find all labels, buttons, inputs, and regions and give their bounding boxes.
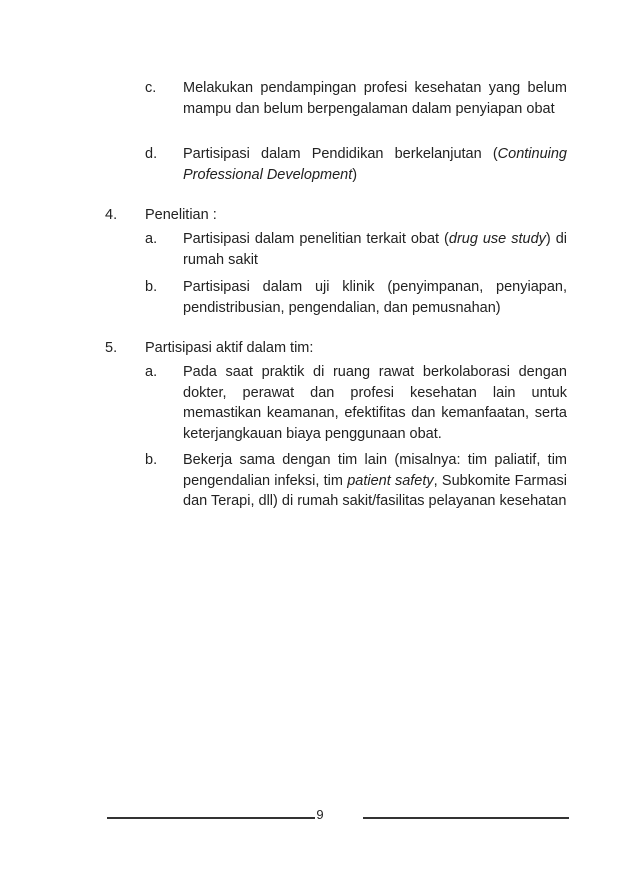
item-label-4a: a.	[145, 231, 158, 247]
item-text-d: Partisipasi dalam Pendidikan berkelanjutan (Continuing Professional Development)	[183, 146, 567, 183]
item-label-5a: a.	[145, 364, 158, 380]
italic-term: Continuing Professional Development	[183, 146, 567, 183]
item-label-5b: b.	[145, 452, 158, 468]
item-label-c: c.	[145, 80, 157, 96]
item-label-4b: b.	[145, 279, 158, 295]
footer-rule-right	[363, 817, 569, 819]
item-label-d: d.	[145, 146, 158, 162]
item-text-4b: Partisipasi dalam uji klinik (penyimpanan, penyiapan, pendistribusian, pengendalian, dan pemusnahan)	[183, 279, 567, 316]
page-number: 9	[316, 807, 324, 822]
item-text-4a: Partisipasi dalam penelitian terkait obat (drug use study) di rumah sakit	[183, 231, 567, 268]
item-text-c: Melakukan pendampingan profesi kesehatan yang belum mampu dan belum berpengalaman dalam penyiapan obat	[183, 80, 567, 117]
section-number-4: 4.	[105, 207, 118, 223]
item-text-5b: Bekerja sama dengan tim lain (misalnya: tim paliatif, tim pengendalian infeksi, tim patient safety, Subkomite Farmasi dan Terapi, dll) di rumah sakit/fasilitas pelayanan kesehatan	[183, 452, 567, 510]
section-number-5: 5.	[105, 340, 118, 356]
section-title-4: Penelitian :	[145, 207, 217, 223]
item-text-5a: Pada saat praktik di ruang rawat berkolaborasi dengan dokter, perawat dan profesi kesehatan lain untuk memastikan keamanan, efektifitas dan kemanfaatan, serta keterjangkauan biaya penggunaan obat.	[183, 364, 567, 442]
footer-rule-left	[107, 817, 315, 819]
italic-term: drug use study	[448, 231, 546, 247]
section-title-5: Partisipasi aktif dalam tim:	[145, 340, 314, 356]
italic-term: patient safety	[347, 472, 434, 489]
